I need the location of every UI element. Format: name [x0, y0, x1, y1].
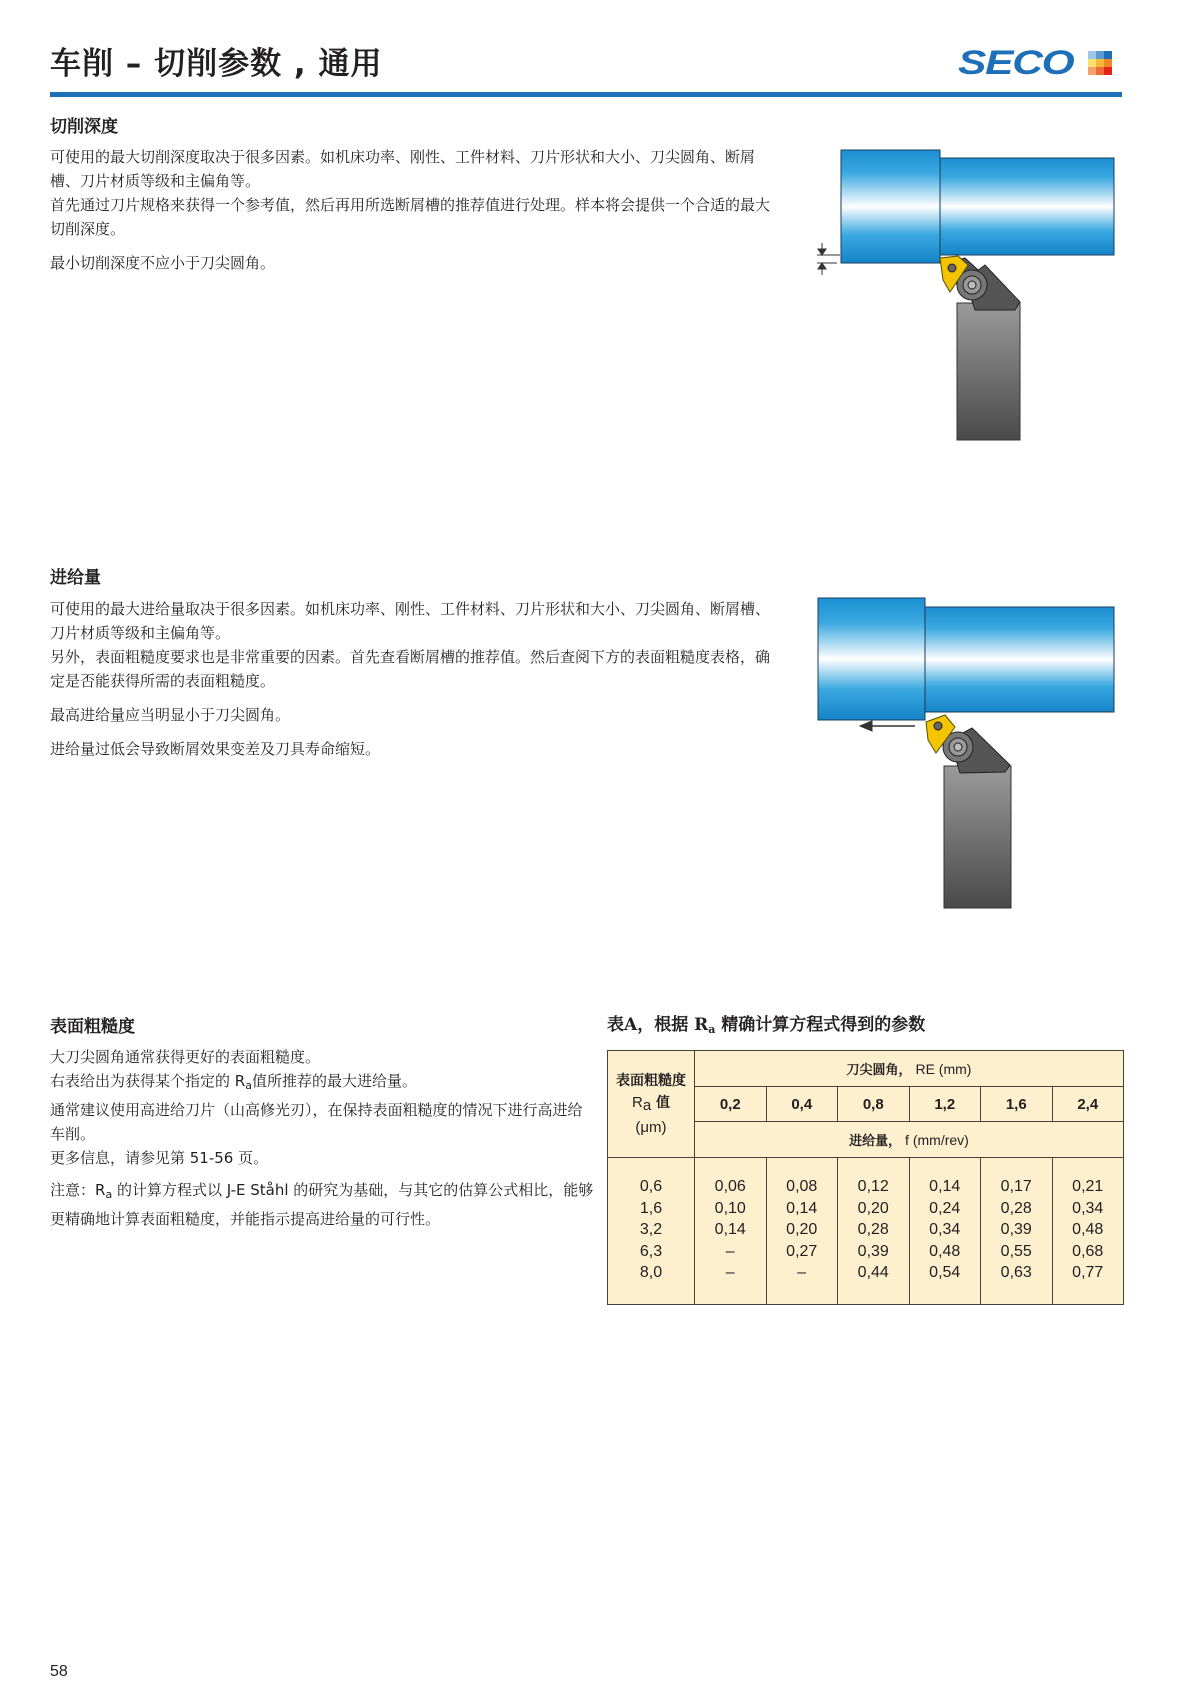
- page-number: 58: [50, 1663, 68, 1680]
- nose-radius-value: 1,2: [909, 1087, 981, 1122]
- feed-heading: 进给量: [50, 568, 101, 588]
- workpiece-icon: [818, 598, 1114, 720]
- paragraph: 首先通过刀片规格来获得一个参考值，然后再用所选断屑槽的推荐值进行处理。样本将会提供一个合适的最大切削深度。: [50, 196, 771, 238]
- tool-holder-icon: [926, 715, 1011, 908]
- workpiece-icon: [841, 150, 1114, 263]
- ra-column-header: 表面粗糙度 $R_a$ 值 (μm): [608, 1051, 695, 1158]
- nose-radius-header: 刀尖圆角， RE (mm): [695, 1051, 1124, 1087]
- feed-values-cell: 0,17 0,28 0,39 0,55 0,63: [981, 1158, 1053, 1305]
- nose-radius-value: 0,2: [695, 1087, 767, 1122]
- ra-values-cell: 0,6 1,6 3,2 6,3 8,0: [608, 1158, 695, 1305]
- note: 注意：$R_a$ 的计算方程式以 J-E Ståhl 的研究为基础，与其它的估算公式相比，能够更精确地计算表面粗糙度，并能指示提高进给量的可行性。: [50, 1181, 594, 1228]
- tool-holder-icon: [940, 256, 1020, 440]
- feed-values-cell: 0,21 0,34 0,48 0,68 0,77: [1052, 1158, 1124, 1305]
- seco-logo: [958, 46, 1112, 80]
- feed-values-cell: 0,14 0,24 0,34 0,48 0,54: [909, 1158, 981, 1305]
- nose-radius-value: 1,6: [981, 1087, 1053, 1122]
- feed-illustration: [800, 590, 1140, 920]
- nose-radius-value: 0,4: [766, 1087, 838, 1122]
- feed-values-cell: 0,12 0,20 0,28 0,39 0,44: [838, 1158, 910, 1305]
- table-a-title: 表A，根据 $R_a$ 精确计算方程式得到的参数: [607, 1015, 926, 1036]
- paragraph: 另外，表面粗糙度要求也是非常重要的因素。首先查看断屑槽的推荐值。然后查阅下方的表面粗糙度表格，确定是否能获得所需的表面粗糙度。: [50, 648, 771, 690]
- paragraph: 最高进给量应当明显小于刀尖圆角。: [50, 706, 291, 724]
- line: 更多信息，请参见第 51-56 页。: [50, 1149, 269, 1167]
- feed-text: [50, 597, 780, 771]
- header-rule: [50, 92, 1122, 97]
- feed-header: 进给量， f (mm/rev): [695, 1122, 1124, 1158]
- surface-roughness-text: [50, 1045, 595, 1231]
- depth-of-cut-heading: 切削深度: [50, 117, 118, 137]
- paragraph: 可使用的最大进给量取决于很多因素。如机床功率、刚性、工件材料、刀片形状和大小、刀尖圆角、断屑槽、刀片材质等级和主偏角等。: [50, 600, 771, 642]
- line: 右表给出为获得某个指定的 $R_a$值所推荐的最大进给量。: [50, 1072, 417, 1092]
- depth-of-cut-illustration: [800, 140, 1140, 450]
- depth-of-cut-text: [50, 145, 780, 285]
- feed-values-cell: 0,08 0,14 0,20 0,27 –: [766, 1158, 838, 1305]
- paragraph: 最小切削深度不应小于刀尖圆角。: [50, 254, 276, 272]
- logo-text: SECO: [958, 44, 1074, 82]
- line: 通常建议使用高进给刀片（山高修光刃），在保持表面粗糙度的情况下进行高进给车削。: [50, 1101, 583, 1143]
- table-row: [608, 1158, 1124, 1305]
- paragraph: 可使用的最大切削深度取决于很多因素。如机床功率、刚性、工件材料、刀片形状和大小、刀尖圆角、断屑槽、刀片材质等级和主偏角等。: [50, 148, 756, 190]
- page-title: 车削 – 切削参数 , 通用: [50, 46, 383, 82]
- surface-roughness-heading: 表面粗糙度: [50, 1017, 135, 1037]
- feed-direction-arrow-icon: [860, 721, 915, 731]
- depth-arrows-icon: [817, 243, 840, 275]
- nose-radius-value: 2,4: [1052, 1087, 1124, 1122]
- nose-radius-value: 0,8: [838, 1087, 910, 1122]
- line: 大刀尖圆角通常获得更好的表面粗糙度。: [50, 1048, 321, 1066]
- paragraph: 进给量过低会导致断屑效果变差及刀具寿命缩短。: [50, 740, 381, 758]
- feed-values-cell: 0,06 0,10 0,14 – –: [695, 1158, 767, 1305]
- table-a: [607, 1050, 1124, 1305]
